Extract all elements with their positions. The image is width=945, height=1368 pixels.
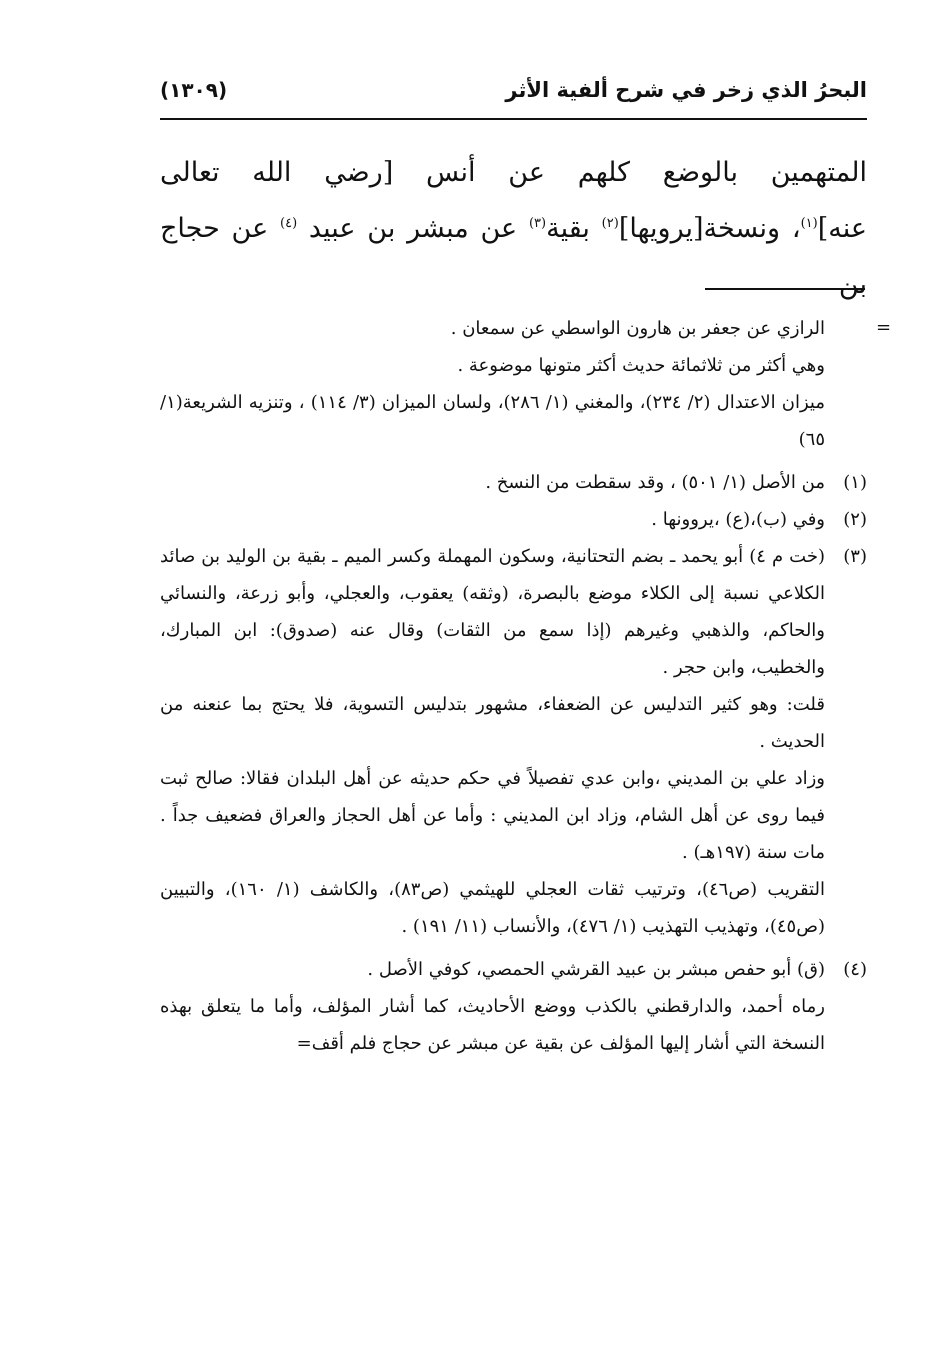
main-text-segment: ، ونسخة[يرويها] <box>618 213 801 244</box>
footnote-2 <box>160 501 867 538</box>
footnote-ref-3: (٣) <box>528 216 547 231</box>
header-rule <box>160 118 867 120</box>
footnote-number: (٢) <box>843 509 867 530</box>
running-title: البحرُ الذي زخر في شرح ألفية الأثر <box>505 78 867 102</box>
footnote-paragraph: (خت م ٤) أبو يحمد ـ بضم التحتانية، وسكون المهملة وكسر الميم ـ بقية بن الوليد بن صائد الكلاعي نسبة إلى الكلاء موضع بالبصرة، (وثقه) يعقوب، والعجلي، وأبو زرعة، والنسائي والحاكم، والذهبي وغيرهم (إذا سمع من الثقات) وقال عنه (صدوق): ابن المبارك، والخطيب، وابن حجر . <box>160 546 825 678</box>
footnote-1 <box>160 464 867 501</box>
main-text-segment: عنه] <box>817 213 867 244</box>
footnote-ref-2: (٢) <box>601 216 619 231</box>
footnote-line: ميزان الاعتدال (٢/ ٢٣٤)، والمغني (١/ ٢٨٦)، ولسان الميزان (٣/ ١١٤) ، وتنزيه الشريعة(١/ ٦٥) <box>160 392 826 450</box>
footnote-paragraph: التقريب (ص٤٦)، وترتيب ثقات العجلي للهيثمي (ص٨٣)، والكاشف (١/ ١٦٠)، والتبيين (ص٤٥)، وتهذيب التهذيب (١/ ٤٧٦)، والأنساب (١١/ ١٩١) . <box>160 879 825 937</box>
footnote-number: (٤) <box>843 959 867 980</box>
main-text-segment: عن مبشر بن عبيد <box>297 213 529 244</box>
footnote-paragraph: رماه أحمد، والدارقطني بالكذب ووضع الأحاديث، كما أشار المؤلف، وأما ما يتعلق بهذه النسخة التي أشار إليها المؤلف عن بقية عن مبشر عن حجاج فلم أقف= <box>160 996 825 1054</box>
main-line-2 <box>160 201 867 313</box>
footnote-line: وفي (ب)،(ع) ،يروونها . <box>651 509 825 530</box>
continuation-mark: = <box>876 317 892 338</box>
footnote-line: من الأصل (١/ ٥٠١) ، وقد سقطت من النسخ . <box>485 472 825 493</box>
footnote-ref-4: (٤) <box>280 216 298 231</box>
page-number: (١٣٠٩) <box>160 78 228 102</box>
footnote-ref-1: (١) <box>800 216 818 231</box>
footnote-paragraph: قلت: وهو كثير التدليس عن الضعفاء، مشهور بتدليس التسوية، فلا يحتج بما عنعنه من الحديث . <box>160 694 825 752</box>
continued-footnote <box>160 310 867 458</box>
footnote-line: الرازي عن جعفر بن هارون الواسطي عن سمعان . <box>450 318 825 339</box>
footnote-number: (٣) <box>843 546 867 567</box>
main-line-1: المتهمين بالوضع كلهم عن أنس [رضي الله تعالى <box>160 157 867 188</box>
page-header <box>160 70 867 110</box>
footnotes-area <box>160 310 867 1062</box>
footnote-paragraph: وزاد علي بن المديني ،وابن عدي تفصيلاً في حكم حديثه عن أهل البلدان فقالا: صالح ثبت فيما روى عن أهل الشام، وزاد ابن المديني : وأما عن أهل الحجاز والعراق فضعيف جداً . مات سنة (١٩٧هـ) . <box>160 768 825 863</box>
footnote-paragraph: (ق) أبو حفص مبشر بن عبيد القرشي الحمصي، كوفي الأصل . <box>367 959 825 980</box>
main-text-segment: بقية <box>546 213 602 244</box>
footnote-4 <box>160 951 867 1062</box>
footnote-number: (١) <box>843 472 867 493</box>
footnote-3 <box>160 538 867 945</box>
footnote-separator <box>705 288 865 290</box>
footnote-line: وهي أكثر من ثلاثمائة حديث أكثر متونها موضوعة . <box>457 355 825 376</box>
main-text-segment: عن حجاج بن <box>160 213 867 300</box>
